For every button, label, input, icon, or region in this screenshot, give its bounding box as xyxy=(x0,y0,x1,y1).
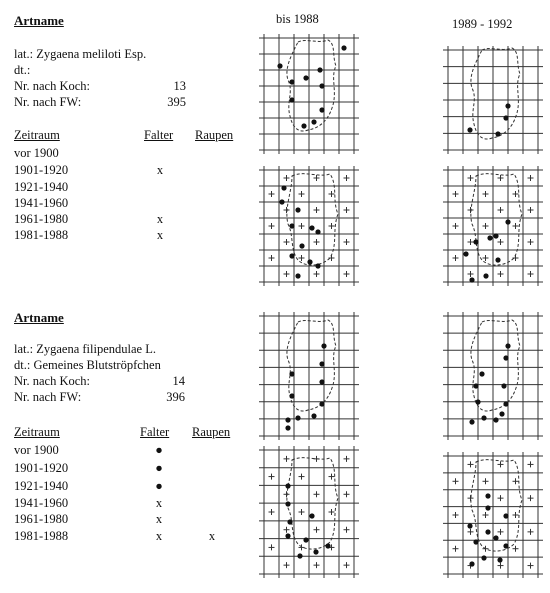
period-row: 1921-1940 xyxy=(14,479,69,493)
period-row: vor 1900 xyxy=(14,146,59,160)
koch-value: 13 xyxy=(173,79,186,93)
column-header-bis-1988: bis 1988 xyxy=(276,12,319,26)
period-row: vor 1900 xyxy=(14,443,59,457)
record-dot xyxy=(289,97,294,102)
record-dot xyxy=(309,225,314,230)
german-name: dt.: Gemeines Blutströpfchen xyxy=(14,358,161,372)
record-dot xyxy=(295,273,300,278)
fw-label: Nr. nach FW: xyxy=(14,390,82,404)
record-dot xyxy=(315,229,320,234)
record-dot xyxy=(485,505,490,510)
column-header-1989-1992: 1989 - 1992 xyxy=(452,17,513,31)
record-dot xyxy=(469,419,474,424)
record-dot xyxy=(307,259,312,264)
species-header: Artname xyxy=(14,13,64,28)
falter-mark: x xyxy=(156,228,164,242)
record-dot xyxy=(497,557,502,562)
raupen-header: Raupen xyxy=(192,425,231,439)
period-header: Zeitraum xyxy=(14,128,60,142)
record-dot xyxy=(467,523,472,528)
record-dot xyxy=(315,263,320,268)
fw-value: 395 xyxy=(167,95,186,109)
koch-label: Nr. nach Koch: xyxy=(14,79,91,93)
record-dot xyxy=(319,107,324,112)
raupen-mark: x xyxy=(208,529,216,543)
map-grid xyxy=(443,312,543,440)
falter-mark: x xyxy=(156,163,164,177)
record-dot xyxy=(505,103,510,108)
period-row: 1921-1940 xyxy=(14,180,69,194)
record-dot xyxy=(313,549,318,554)
record-dot xyxy=(287,519,292,524)
fw-value: 396 xyxy=(166,390,185,404)
record-dot xyxy=(503,543,508,548)
record-dot xyxy=(285,501,290,506)
koch-label: Nr. nach Koch: xyxy=(14,374,91,388)
record-dot xyxy=(297,553,302,558)
record-dot xyxy=(485,529,490,534)
distribution-map-bis-1988 xyxy=(258,310,362,580)
record-dot xyxy=(289,393,294,398)
record-dot xyxy=(493,233,498,238)
german-name: dt.: xyxy=(14,63,31,77)
period-row: 1901-1920 xyxy=(14,163,69,177)
map-grid xyxy=(443,46,543,154)
record-dot xyxy=(289,79,294,84)
falter-header: Falter xyxy=(140,425,170,439)
map-grid xyxy=(259,34,359,154)
record-dot xyxy=(469,561,474,566)
record-dot xyxy=(463,251,468,256)
fw-label: Nr. nach FW: xyxy=(14,95,82,109)
map-grid xyxy=(259,312,359,440)
period-row: 1961-1980 xyxy=(14,212,69,226)
record-dot xyxy=(495,131,500,136)
record-dot xyxy=(473,239,478,244)
record-dot xyxy=(503,355,508,360)
record-dot xyxy=(479,371,484,376)
raupen-header: Raupen xyxy=(195,128,234,142)
record-dot xyxy=(319,361,324,366)
record-dot xyxy=(277,63,282,68)
record-dot xyxy=(321,343,326,348)
period-row: 1981-1988 xyxy=(14,529,69,543)
record-dot xyxy=(317,67,322,72)
falter-header: Falter xyxy=(144,128,174,142)
falter-mark: ● xyxy=(155,443,163,457)
record-dot xyxy=(341,45,346,50)
record-dot xyxy=(495,257,500,262)
record-dot xyxy=(289,253,294,258)
record-dot xyxy=(309,513,314,518)
record-dot xyxy=(281,185,286,190)
falter-mark: x xyxy=(155,529,163,543)
record-dot xyxy=(311,413,316,418)
period-row: 1941-1960 xyxy=(14,496,69,510)
record-dot xyxy=(295,207,300,212)
record-dot xyxy=(325,543,330,548)
record-dot xyxy=(493,535,498,540)
record-dot xyxy=(487,235,492,240)
record-dot xyxy=(285,417,290,422)
falter-mark: x xyxy=(155,512,163,526)
region-outline xyxy=(471,174,522,265)
latin-name: lat.: Zygaena meliloti Esp. xyxy=(14,47,147,61)
distribution-map-1989-1992 xyxy=(442,310,546,580)
record-dot xyxy=(493,417,498,422)
record-dot xyxy=(289,371,294,376)
koch-value: 14 xyxy=(172,374,185,388)
record-dot xyxy=(483,273,488,278)
record-dot xyxy=(469,277,474,282)
record-dot xyxy=(505,343,510,348)
record-dot xyxy=(475,399,480,404)
record-dot xyxy=(485,493,490,498)
record-dot xyxy=(285,533,290,538)
falter-mark: x xyxy=(156,212,164,226)
record-dot xyxy=(279,199,284,204)
record-dot xyxy=(299,243,304,248)
record-dot xyxy=(473,383,478,388)
period-header: Zeitraum xyxy=(14,425,60,439)
record-dot xyxy=(467,127,472,132)
region-outline xyxy=(287,174,338,265)
record-dot xyxy=(319,83,324,88)
record-dot xyxy=(319,379,324,384)
record-dot xyxy=(285,425,290,430)
record-dot xyxy=(285,483,290,488)
period-row: 1901-1920 xyxy=(14,461,69,475)
period-row: 1941-1960 xyxy=(14,196,69,210)
record-dot xyxy=(301,123,306,128)
record-dot xyxy=(295,415,300,420)
period-row: 1961-1980 xyxy=(14,512,69,526)
record-dot xyxy=(473,539,478,544)
falter-mark: ● xyxy=(155,461,163,475)
record-dot xyxy=(503,513,508,518)
record-dot xyxy=(303,75,308,80)
record-dot xyxy=(503,401,508,406)
record-dot xyxy=(505,219,510,224)
record-dot xyxy=(481,555,486,560)
record-dot xyxy=(501,383,506,388)
record-dot xyxy=(503,115,508,120)
record-dot xyxy=(311,119,316,124)
record-dot xyxy=(319,401,324,406)
latin-name: lat.: Zygaena filipendulae L. xyxy=(14,342,156,356)
period-row: 1981-1988 xyxy=(14,228,69,242)
falter-mark: x xyxy=(155,496,163,510)
record-dot xyxy=(481,415,486,420)
record-dot xyxy=(499,411,504,416)
species-header: Artname xyxy=(14,310,64,325)
distribution-map-bis-1988 xyxy=(258,30,362,290)
record-dot xyxy=(289,223,294,228)
distribution-map-1989-1992 xyxy=(442,30,546,290)
falter-mark: ● xyxy=(155,479,163,493)
record-dot xyxy=(303,537,308,542)
